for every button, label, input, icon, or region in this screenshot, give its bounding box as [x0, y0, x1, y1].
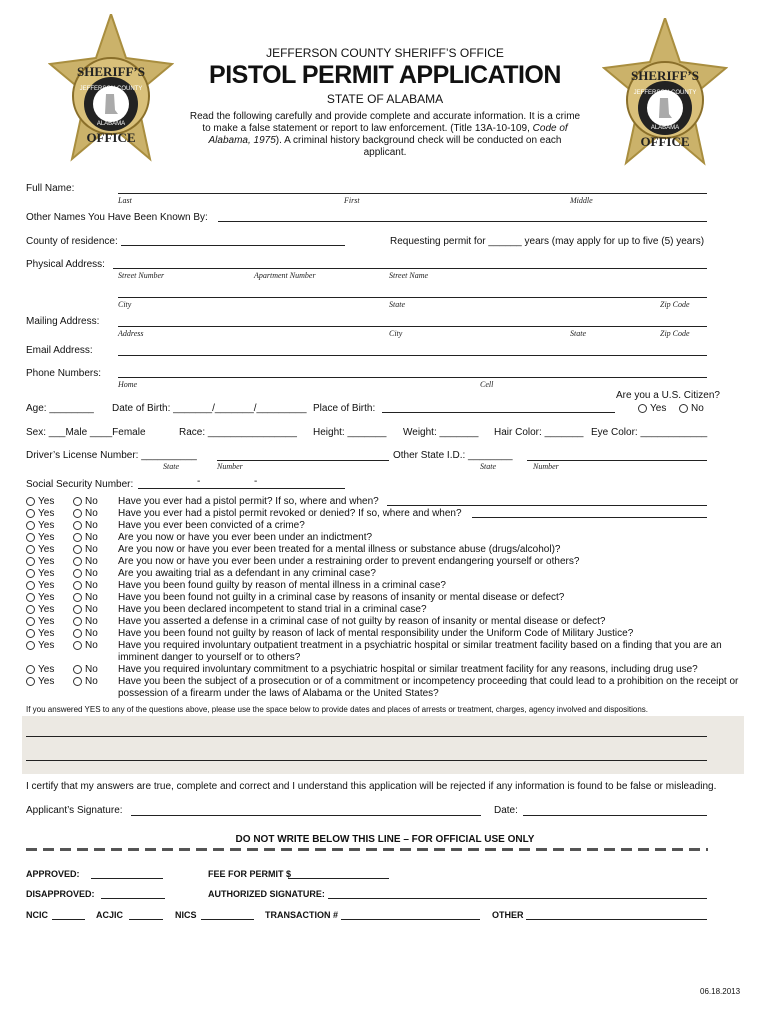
drivers-license-number-field[interactable] [217, 460, 389, 461]
authorized-signature-label: AUTHORIZED SIGNATURE: [208, 889, 325, 899]
physical-city-field[interactable] [118, 297, 707, 298]
acjic-label: ACJIC [96, 910, 124, 920]
svg-text:JEFFERSON COUNTY: JEFFERSON COUNTY [633, 90, 697, 96]
no-radio[interactable]: No [73, 580, 98, 591]
full-name-label: Full Name: [26, 183, 75, 194]
explanation-box[interactable] [22, 716, 744, 774]
no-radio[interactable]: No [73, 496, 98, 507]
other-state-number-field[interactable] [527, 460, 707, 461]
no-radio[interactable]: No [73, 604, 98, 615]
apartment-number-sublabel: Apartment Number [254, 271, 316, 280]
official-use-divider [26, 848, 708, 851]
yes-radio[interactable]: Yes [26, 628, 54, 639]
yes-radio[interactable]: Yes [26, 592, 54, 603]
state-name: STATE OF ALABAMA [326, 92, 444, 106]
disapproved-field[interactable] [101, 898, 165, 899]
question-text: Have you ever had a pistol permit revoked or denied? If so, where and when? [118, 508, 462, 519]
other-names-field[interactable] [218, 221, 707, 222]
transaction-field[interactable] [341, 919, 480, 920]
requesting-permit-text[interactable]: Requesting permit for ______ years (may apply for up to five (5) years) [390, 236, 705, 247]
question-text: Are you now or have you ever been under an indictment? [118, 532, 373, 543]
other-label: OTHER [492, 910, 524, 920]
nics-field[interactable] [201, 919, 254, 920]
yes-radio[interactable]: Yes [26, 664, 54, 675]
ssn-field[interactable] [138, 488, 345, 489]
q2-answer-line[interactable] [472, 517, 707, 518]
question-text: Have you required involuntary outpatient treatment in a psychiatric hospital or similar treatment facility based on a finding that you are an imminent danger to yourself or to others? [118, 640, 722, 663]
city-sublabel: City [118, 300, 132, 309]
question-text: Are you now or have you ever been under a restraining order to prevent endangering yourself or others? [118, 556, 580, 567]
no-radio[interactable]: No [73, 640, 98, 651]
question-text: Have you been declared incompetent to stand trial in a criminal case? [118, 604, 427, 615]
explain-instructions: If you answered YES to any of the questions above, please use the space below to provide dates and places of arrests or treatment, charges, agency involved and dispositions. [26, 705, 649, 714]
full-name-field[interactable] [118, 193, 707, 194]
no-radio[interactable]: No [73, 616, 98, 627]
no-radio[interactable]: No [73, 556, 98, 567]
ncic-field[interactable] [52, 919, 85, 920]
yes-radio[interactable]: Yes [26, 508, 54, 519]
approved-field[interactable] [91, 878, 163, 879]
yes-radio[interactable]: Yes [26, 520, 54, 531]
no-radio[interactable]: No [73, 568, 98, 579]
explanation-line[interactable] [26, 760, 707, 761]
physical-address-label: Physical Address: [26, 259, 105, 270]
physical-address-field[interactable] [113, 268, 707, 269]
yes-radio[interactable]: Yes [26, 532, 54, 543]
drivers-license-field[interactable]: Driver’s License Number: __________ [26, 450, 197, 461]
zip-sublabel: Zip Code [660, 300, 690, 309]
email-field[interactable] [118, 355, 707, 356]
acjic-field[interactable] [129, 919, 163, 920]
no-radio[interactable]: No [73, 508, 98, 519]
yes-radio[interactable]: Yes [26, 568, 54, 579]
approved-label: APPROVED: [26, 869, 80, 879]
hair-color-field[interactable]: Hair Color: _______ [494, 427, 584, 438]
address-sublabel: Address [118, 329, 144, 338]
other-names-label: Other Names You Have Been Known By: [26, 212, 208, 223]
question-text: Have you ever had a pistol permit? If so, where and when? [118, 496, 379, 507]
other-state-id-field[interactable]: Other State I.D.: ________ [393, 450, 513, 461]
county-label: County of residence: [26, 236, 118, 247]
question-text: Have you required involuntary commitment to a psychiatric hospital or similar treatment facility for any reasons, including drug use? [118, 664, 698, 675]
question-text: Have you been found not guilty in a criminal case by reasons of insanity or mental disease or defect? [118, 592, 565, 603]
dl-state-sublabel: State [163, 462, 179, 471]
date-label: Date: [494, 805, 518, 816]
county-field[interactable] [121, 245, 345, 246]
no-radio[interactable]: No [73, 664, 98, 675]
svg-text:ALABAMA: ALABAMA [650, 125, 680, 131]
street-name-sublabel: Street Name [389, 271, 429, 280]
last-sublabel: Last [118, 196, 132, 205]
svg-text:SHERIFF’S: SHERIFF’S [631, 68, 699, 83]
mailing-address-field[interactable] [118, 326, 707, 327]
yes-radio[interactable]: Yes [26, 640, 54, 651]
no-radio[interactable]: No [73, 676, 98, 687]
no-radio[interactable]: No [73, 520, 98, 531]
other-number-sublabel: Number [533, 462, 559, 471]
ncic-label: NCIC [26, 910, 48, 920]
question-text: Have you asserted a defense in a criminal case of not guilty by reason of insanity or mental disease or defect? [118, 616, 606, 627]
disapproved-label: DISAPPROVED: [26, 889, 95, 899]
svg-text:SHERIFF’S: SHERIFF’S [77, 64, 145, 79]
question-text: Are you now or have you ever been treated for a mental illness or substance abuse (drugs/alcohol)? [118, 544, 561, 555]
page-title: PISTOL PERMIT APPLICATION [209, 61, 561, 89]
transaction-label: TRANSACTION # [265, 910, 339, 920]
weight-field[interactable]: Weight: _______ [403, 427, 479, 438]
eye-color-field[interactable]: Eye Color: ____________ [591, 427, 708, 438]
authorized-signature-field[interactable] [328, 898, 707, 899]
office-name: JEFFERSON COUNTY SHERIFF’S OFFICE [266, 46, 504, 60]
mailing-city-sublabel: City [389, 329, 403, 338]
yes-radio[interactable]: Yes [26, 544, 54, 555]
question-text: Are you awaiting trial as a defendant in any criminal case? [118, 568, 376, 579]
state-sublabel: State [389, 300, 405, 309]
certification-text: I certify that my answers are true, complete and correct and I understand this application will be rejected if any information is found to be false or misleading. [26, 781, 717, 792]
street-number-sublabel: Street Number [118, 271, 165, 280]
svg-text:OFFICE: OFFICE [640, 134, 690, 149]
sex-field[interactable]: Sex: ___Male ____Female [26, 427, 146, 438]
yes-radio[interactable]: Yes [26, 580, 54, 591]
other-state-sublabel: State [480, 462, 496, 471]
fee-field[interactable] [288, 878, 389, 879]
explanation-line[interactable] [26, 736, 707, 737]
no-radio[interactable]: No [73, 532, 98, 543]
question-text: Have you been the subject of a prosecution or of a commitment or incompetency proceeding that could lead to a prohibition on the receipt or possession of a firearm under the laws of Alabama or the United States? [118, 676, 739, 699]
intro-text: Read the following carefully and provide complete and accurate information. It is a crime to make a false statement or report to law enforcement. (Title 13A-10-109, Code of Alabama, 1975). A criminal history background check will be conducted on each applicant. [189, 111, 581, 158]
phone-field[interactable] [118, 377, 707, 378]
email-label: Email Address: [26, 345, 93, 356]
yes-radio[interactable]: Yes [26, 616, 54, 627]
other-field[interactable] [526, 919, 707, 920]
date-field[interactable] [523, 815, 707, 816]
age-field[interactable]: Age: ________ [26, 403, 94, 414]
mailing-zip-sublabel: Zip Code [660, 329, 690, 338]
dob-field[interactable]: Date of Birth: _______/_______/_________ [112, 403, 307, 414]
yes-radio[interactable]: Yes [26, 556, 54, 567]
yes-radio[interactable]: Yes [26, 604, 54, 615]
height-field[interactable]: Height: _______ [313, 427, 387, 438]
svg-text:OFFICE: OFFICE [86, 130, 136, 145]
ssn-dash: - [197, 476, 201, 487]
middle-sublabel: Middle [570, 196, 593, 205]
ssn-dash: - [254, 476, 258, 487]
mailing-state-sublabel: State [570, 329, 586, 338]
svg-text:ALABAMA: ALABAMA [96, 121, 126, 127]
no-radio[interactable]: No [73, 628, 98, 639]
race-field[interactable]: Race: ________________ [179, 427, 297, 438]
citizen-question: Are you a U.S. Citizen? [616, 390, 720, 401]
citizen-yes-radio[interactable]: Yes [638, 403, 666, 414]
no-radio[interactable]: No [73, 592, 98, 603]
ssn-label: Social Security Number: [26, 479, 134, 490]
first-sublabel: First [344, 196, 360, 205]
question-text: Have you ever been convicted of a crime? [118, 520, 305, 531]
yes-radio[interactable]: Yes [26, 676, 54, 687]
dl-number-sublabel: Number [217, 462, 243, 471]
mailing-address-label: Mailing Address: [26, 316, 100, 327]
official-use-heading: DO NOT WRITE BELOW THIS LINE – FOR OFFICIAL USE ONLY [235, 834, 535, 845]
no-radio[interactable]: No [73, 544, 98, 555]
svg-text:JEFFERSON COUNTY: JEFFERSON COUNTY [79, 86, 143, 92]
phone-label: Phone Numbers: [26, 368, 102, 379]
question-text: Have you been found guilty by reason of mental illness in a criminal case? [118, 580, 446, 591]
pob-label: Place of Birth: [313, 403, 376, 414]
citizen-no-radio[interactable]: No [679, 403, 704, 414]
q1-answer-line[interactable] [387, 505, 707, 506]
signature-field[interactable] [131, 815, 481, 816]
form-version: 06.18.2013 [700, 987, 741, 996]
question-text: Have you been found not guilty by reason of lack of mental responsibility under the Uniform Code of Military Justice? [118, 628, 634, 639]
home-sublabel: Home [118, 380, 138, 389]
nics-label: NICS [175, 910, 197, 920]
fee-label: FEE FOR PERMIT $ [208, 869, 292, 879]
cell-sublabel: Cell [480, 380, 494, 389]
signature-label: Applicant’s Signature: [26, 805, 123, 816]
yes-radio[interactable]: Yes [26, 496, 54, 507]
pob-field[interactable] [382, 412, 615, 413]
